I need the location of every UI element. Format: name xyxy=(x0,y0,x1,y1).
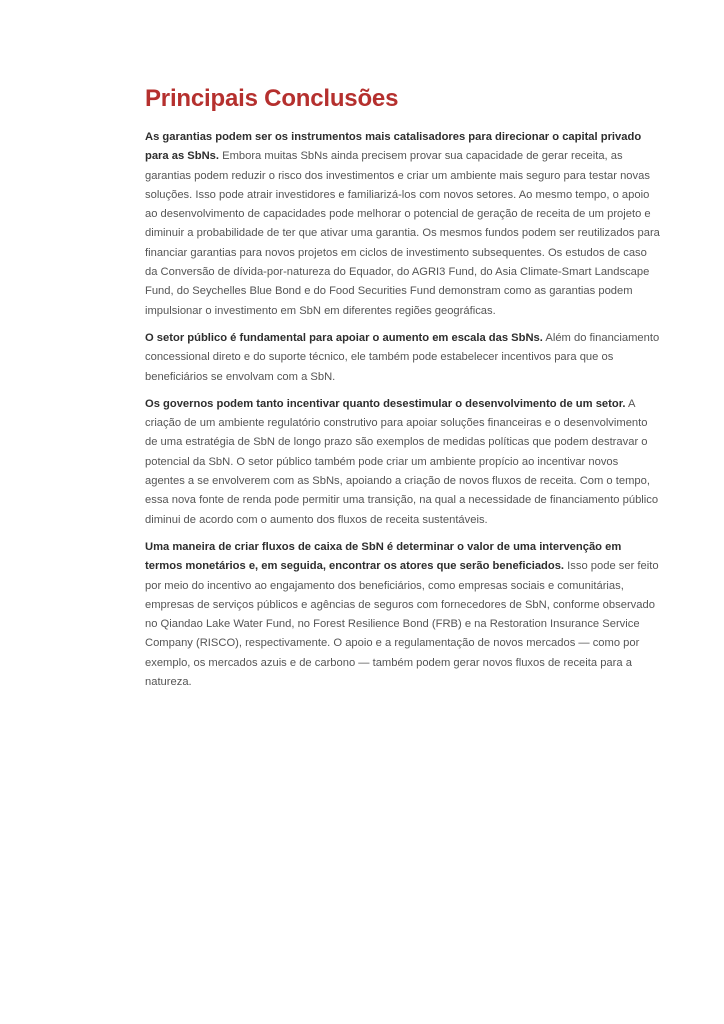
paragraph-lead: Os governos podem tanto incentivar quanto desestimular o desenvolvimento de um setor. xyxy=(145,397,626,410)
paragraph-lead: As garantias podem ser os instrumentos mais catalisadores para direcionar o capital privado para as SbNs. xyxy=(145,131,642,163)
paragraph-body: Embora muitas SbNs ainda precisem provar sua capacidade de gerar receita, as garantias podem reduzir o risco dos investimentos e criar um ambiente mais seguro para testar novas soluções. Isso pode atrair investidores e familiarizá-los com novos setores. Ao mesmo tempo, o apoio ao desenvolvimento de capacidades pode melhorar o potencial de geração de receita de um projeto e diminuir a probabilidade de ter que ativar uma garantia. Os mesmos fundos podem ser reutilizados para financiar garantias para novos projetos em ciclos de investimento subsequentes. Os estudos de caso da Conversão de dívida-por-natureza do Equador, do AGRI3 Fund, do Asia Climate-Smart Landscape Fund, do Seychelles Blue Bond e do Food Securities Fund demonstram como as garantias podem impulsionar o investimento em SbN em diferentes regiões geográficas. xyxy=(145,150,660,317)
paragraph-public-sector xyxy=(145,329,661,387)
paragraph-governments xyxy=(145,395,661,530)
paragraph-body: Além do financiamento concessional direto e do suporte técnico, ele também pode estabelecer incentivos para que os beneficiários se envolvam com a SbN. xyxy=(145,331,660,383)
document-page xyxy=(145,84,661,700)
paragraph-cash-flows xyxy=(145,538,661,692)
paragraph-lead: Uma maneira de criar fluxos de caixa de SbN é determinar o valor de uma intervenção em termos monetários e, em seguida, encontrar os atores que serão beneficiados. xyxy=(145,540,622,573)
paragraph-body: Isso pode ser feito por meio do incentivo ao engajamento dos beneficiários, como empresas sociais e comunitárias, empresas de serviços públicos e agências de seguros com fornecedores de SbN, conforme observado no Qiandao Lake Water Fund, no Forest Resilience Bond (FRB) e na Restoration Insurance Service Company (RISCO), respectivamente. O apoio e a regulamentação de novos mercados — como por exemplo, os mercados azuis e de carbono — também podem gerar novos fluxos de receita para a natureza. xyxy=(145,560,659,689)
paragraph-guarantees xyxy=(145,128,661,321)
paragraph-lead: O setor público é fundamental para apoiar o aumento em escala das SbNs. xyxy=(145,331,543,344)
paragraph-body: A criação de um ambiente regulatório construtivo para apoiar soluções financeiras e o desenvolvimento de uma estratégia de SbN de longo prazo são exemplos de medidas políticas que podem destravar o potencial da SbN. O setor público também pode criar um ambiente propício ao incentivar novos agentes a se envolverem com as SbNs, apoiando a criação de novos fluxos de receita. Com o tempo, essa nova fonte de renda pode permitir uma transição, na qual a necessidade de financiamento público diminui de acordo com o aumento dos fluxos de receita sustentáveis. xyxy=(145,397,659,526)
page-title: Principais Conclusões xyxy=(145,85,399,112)
